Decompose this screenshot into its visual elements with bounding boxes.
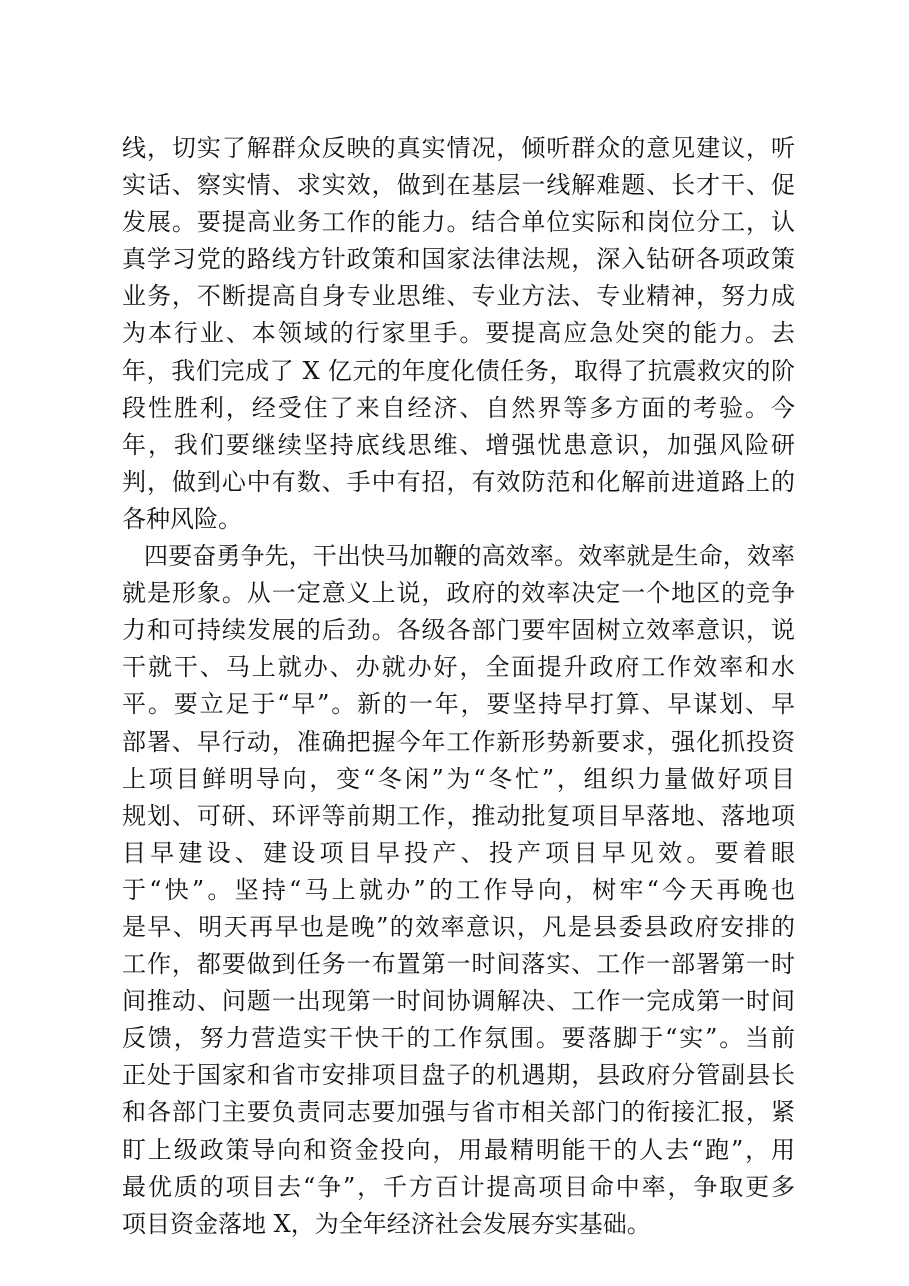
text-line: 就是形象。从一定意义上说，政府的效率决定一个地区的竞争: [122, 579, 795, 608]
text-line: 发展。要提高业务工作的能力。结合单位实际和岗位分工，认: [122, 208, 795, 237]
text-line: 线，切实了解群众反映的真实情况，倾听群众的意见建议，听: [122, 134, 795, 162]
text-line: 年，我们要继续坚持底线思维、增强忧患意识，加强风险研: [122, 430, 795, 459]
paragraph: [122, 538, 795, 1243]
text-line: 力和可持续发展的后劲。各级各部门要牢固树立效率意识，说: [122, 616, 795, 645]
text-line: 平。要立足于“早”。新的一年，要坚持早打算、早谋划、早: [122, 690, 795, 719]
text-line: 反馈，努力营造实干快干的工作氛围。要落脚于“实”。当前: [122, 1024, 795, 1053]
text-line: 上项目鲜明导向，变“冬闲”为“冬忙”，组织力量做好项目: [122, 764, 795, 793]
text-line: 目早建设、建设项目早投产、投产项目早见效。要着眼: [122, 838, 795, 867]
document-body: [122, 130, 795, 1243]
text-line: 部署、早行动，准确把握今年工作新形势新要求，强化抓投资: [122, 727, 795, 756]
text-line: 段性胜利，经受住了来自经济、自然界等多方面的考验。今: [122, 393, 795, 422]
text-line: 年，我们完成了 X 亿元的年度化债任务，取得了抗震救灾的阶: [122, 356, 795, 385]
paragraph: [122, 130, 795, 538]
text-line: 盯上级政策导向和资金投向，用最精明能干的人去“跑”，用: [122, 1135, 795, 1164]
text-line: 各种风险。: [122, 504, 242, 533]
text-line: 真学习党的路线方针政策和国家法律法规，深入钻研各项政策: [122, 245, 795, 274]
text-line: 是早、明天再早也是晚”的效率意识，凡是县委县政府安排的: [122, 912, 795, 941]
text-line: 于“快”。坚持“马上就办”的工作导向，树牢“今天再晚也: [122, 875, 795, 904]
text-line: 最优质的项目去“争”，千方百计提高项目命中率，争取更多: [122, 1172, 795, 1201]
text-line: 工作，都要做到任务一布置第一时间落实、工作一部署第一时: [122, 950, 795, 979]
text-line: 项目资金落地 X，为全年经济社会发展夯实基础。: [122, 1209, 651, 1238]
text-line: 实话、察实情、求实效，做到在基层一线解难题、长才干、促: [122, 171, 795, 200]
text-line: 规划、可研、环评等前期工作，推动批复项目早落地、落地项: [122, 801, 795, 830]
text-line: 干就干、马上就办、办就办好，全面提升政府工作效率和水: [122, 653, 795, 682]
text-line: 业务，不断提高自身专业思维、专业方法、专业精神，努力成: [122, 282, 795, 311]
text-line: 为本行业、本领域的行家里手。要提高应急处突的能力。去: [122, 319, 795, 348]
text-line: 间推动、问题一出现第一时间协调解决、工作一完成第一时间: [122, 987, 795, 1016]
text-line: 正处于国家和省市安排项目盘子的机遇期，县政府分管副县长: [122, 1061, 795, 1090]
text-line: 判，做到心中有数、手中有招，有效防范和化解前进道路上的: [122, 467, 795, 496]
text-line: 和各部门主要负责同志要加强与省市相关部门的衔接汇报，紧: [122, 1098, 795, 1127]
text-line: 四要奋勇争先，干出快马加鞭的高效率。效率就是生命，效率: [144, 542, 795, 571]
